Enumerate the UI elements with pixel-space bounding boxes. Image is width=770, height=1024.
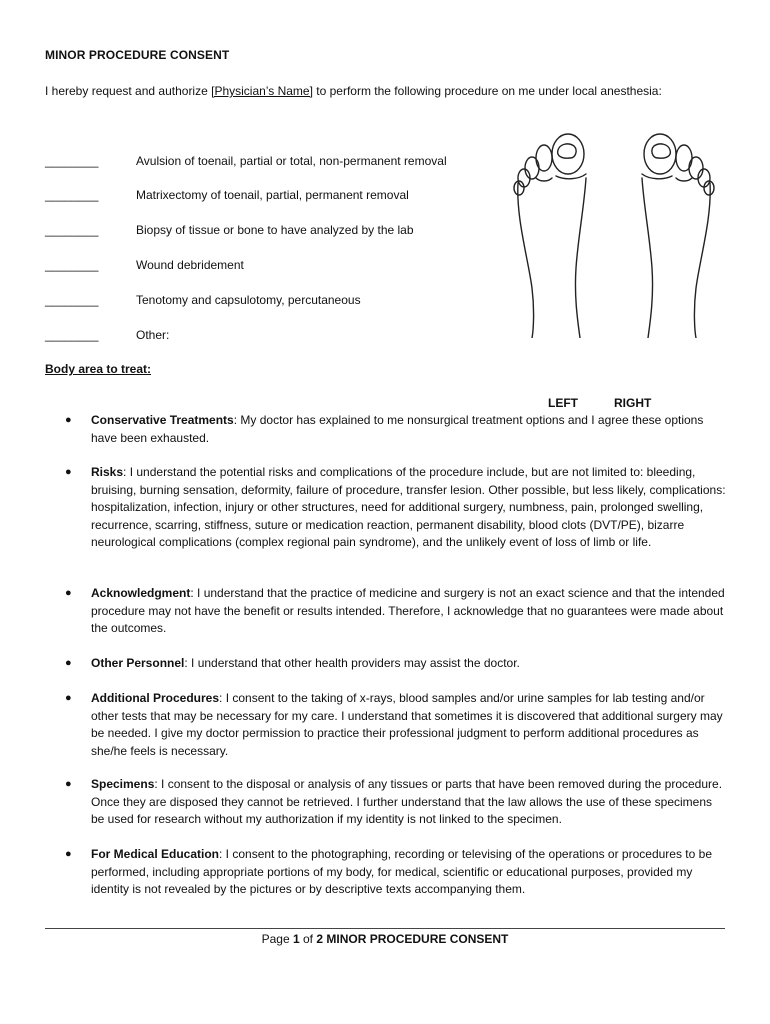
procedure-row-other	[45, 328, 170, 342]
procedure-blank[interactable]: ________	[45, 188, 99, 202]
left-foot-label: LEFT	[548, 396, 578, 410]
bullet-text: : I understand that the practice of medicine and surgery is not an exact science and that the intended procedure may not have the benefit or results intended. Therefore, I acknowledge that no guarantees were made about the outcomes.	[91, 586, 725, 635]
intro-text-after: to perform the following procedure on me under local anesthesia:	[312, 84, 662, 98]
bullet-heading: Other Personnel	[91, 656, 185, 670]
procedure-row-tenotomy	[45, 293, 361, 307]
list-item	[45, 776, 735, 829]
list-item	[45, 585, 735, 638]
bullet-heading: Specimens	[91, 777, 155, 791]
procedure-blank[interactable]: ________	[45, 328, 99, 342]
list-item	[45, 846, 735, 899]
procedure-blank[interactable]: ________	[45, 154, 99, 168]
procedure-row-biopsy	[45, 223, 414, 237]
bullet-text: : I consent to the disposal or analysis of any tissues or parts that have been removed during the procedure. Once they are disposed they cannot be retrieved. I further understand that the law allows the use of these specimens be used for research without my authorization if my identity is not linked to the specimen.	[91, 777, 723, 826]
bullet-glyph: ●	[65, 466, 72, 478]
footer-page-total: 2	[316, 932, 324, 946]
bullet-text: : I consent to the taking of x-rays, blood samples and/or urine samples for lab testing and/or other tests that may be necessary for my care. I understand that sometimes it is discovered that additional surgery may be needed. I give my doctor permission to practice their professional judgment to perform additional procedures as she/he feels is necessary.	[91, 691, 723, 758]
footer-of-word: of	[299, 932, 317, 946]
procedure-label: Other:	[136, 328, 170, 342]
document-title: MINOR PROCEDURE CONSENT	[45, 48, 230, 62]
procedure-row-avulsion	[45, 154, 447, 168]
bullet-heading: Additional Procedures	[91, 691, 220, 705]
physician-name-placeholder: [Physician’s Name]	[211, 84, 313, 98]
footer-divider	[45, 928, 725, 929]
procedure-label: Matrixectomy of toenail, partial, permanent removal	[136, 188, 409, 202]
procedure-label: Avulsion of toenail, partial or total, non-permanent removal	[136, 154, 447, 168]
intro-sentence	[45, 84, 745, 98]
procedure-blank[interactable]: ________	[45, 293, 99, 307]
bullet-text: : I understand that other health providers may assist the doctor.	[184, 656, 520, 670]
bullet-text: : My doctor has explained to me nonsurgical treatment options and I agree these options have been exhausted.	[91, 413, 704, 445]
bullet-heading: Acknowledgment	[91, 586, 191, 600]
procedure-row-debridement	[45, 258, 244, 272]
footer-doc-name: MINOR PROCEDURE CONSENT	[323, 932, 509, 946]
bullet-heading: Risks	[91, 465, 124, 479]
bullet-glyph: ●	[65, 778, 72, 790]
bullet-glyph: ●	[65, 692, 72, 704]
list-item	[45, 690, 735, 760]
bullet-glyph: ●	[65, 848, 72, 860]
list-item	[45, 655, 735, 673]
bullet-glyph: ●	[65, 414, 72, 426]
body-area-label: Body area to treat:	[45, 362, 152, 376]
procedure-blank[interactable]: ________	[45, 258, 99, 272]
list-item	[45, 412, 735, 447]
intro-text-before: I hereby request and authorize	[45, 84, 212, 98]
feet-diagram-icon	[498, 128, 728, 338]
footer-page-number: 1	[292, 932, 300, 946]
footer-page-word: Page	[261, 932, 293, 946]
procedure-row-matrixectomy	[45, 188, 409, 202]
procedure-blank[interactable]: ________	[45, 223, 99, 237]
bullet-heading: Conservative Treatments	[91, 413, 234, 427]
procedure-label: Wound debridement	[136, 258, 244, 272]
bullet-glyph: ●	[65, 657, 72, 669]
bullet-heading: For Medical Education	[91, 847, 220, 861]
procedure-label: Tenotomy and capsulotomy, percutaneous	[136, 293, 361, 307]
right-foot-label: RIGHT	[614, 396, 652, 410]
bullet-text: : I understand the potential risks and complications of the procedure include, but are not limited to: bleeding, bruising, burning sensation, deformity, failure of procedure, transfer lesion. Other possible, but less likely, complications: hospitalization, infection, injury or other structures, need for additional surgery, numbness, pain, prolonged swelling, recurrence, scarring, stiffness, suture or medication reaction, permanent disability, blood clots (DVT/PE), bizarre neurological complications (complex regional pain syndrome), and the unlikely event of loss of limb or life.	[91, 465, 726, 549]
bullet-glyph: ●	[65, 587, 72, 599]
page-footer	[0, 932, 770, 946]
procedure-label: Biopsy of tissue or bone to have analyzed by the lab	[136, 223, 414, 237]
list-item	[45, 464, 735, 552]
bullet-text: : I consent to the photographing, recording or televising of the operations or procedures to be performed, including appropriate portions of my body, for medical, scientific or educational purposes, provided my identity is not revealed by the pictures or by descriptive texts accompanying them.	[91, 847, 712, 896]
